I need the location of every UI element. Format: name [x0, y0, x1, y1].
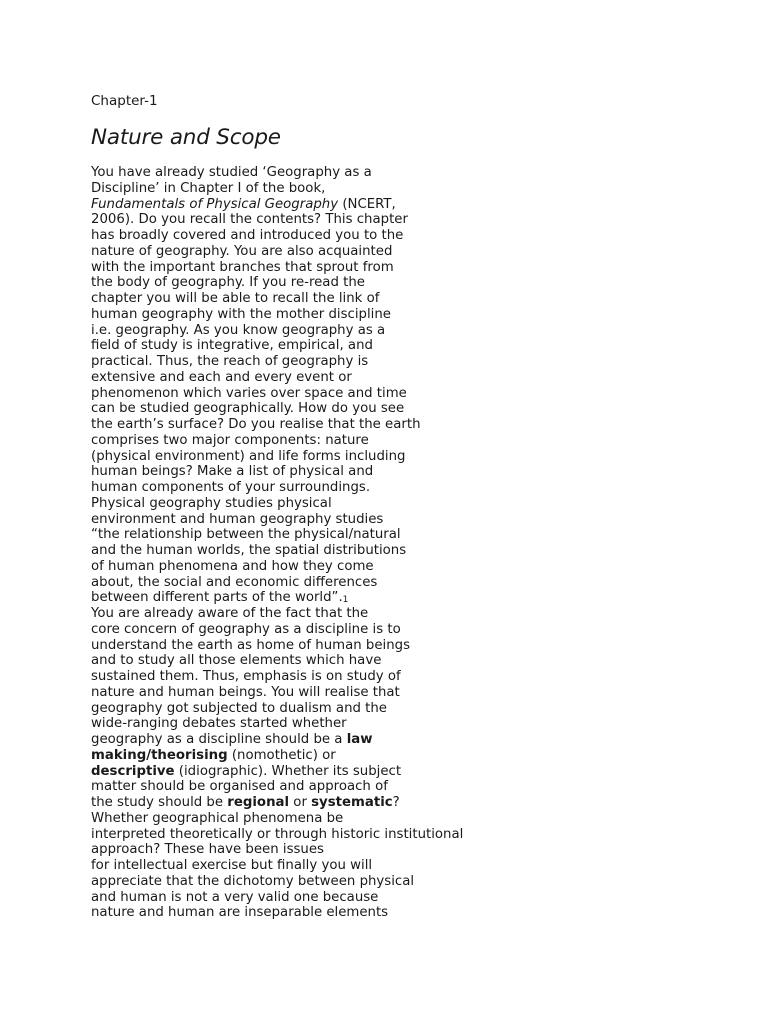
- text-line: [91, 512, 751, 528]
- text-run: practical. Thus, the reach of geography is: [91, 354, 369, 369]
- text-line: [91, 701, 751, 717]
- text-run: for intellectual exercise but finally you will: [91, 858, 373, 873]
- text-run: Whether geographical phenomena be: [91, 810, 344, 826]
- text-run: and the human worlds, the spatial distributions: [91, 543, 407, 558]
- text-line: [91, 244, 751, 260]
- italic-text: Fundamentals of Physical Geography: [91, 196, 339, 212]
- text-run: with the important branches that sprout from: [91, 259, 394, 275]
- text-run: You have already studied ‘Geography as a: [91, 165, 372, 180]
- text-line: [91, 590, 751, 606]
- text-run: field of study is integrative, empirical, and: [91, 338, 373, 354]
- chapter-title: Nature and Scope: [91, 125, 281, 150]
- text-line: [91, 275, 751, 291]
- text-line: [91, 197, 751, 213]
- text-line: [91, 543, 751, 559]
- text-line: [91, 748, 751, 764]
- text-run: appreciate that the dichotomy between physical: [91, 873, 415, 889]
- text-line: [91, 401, 751, 417]
- text-run: matter should be organised and approach of: [91, 779, 388, 795]
- chapter-label: Chapter-1: [91, 93, 158, 109]
- text-run: between different parts of the world”.: [91, 590, 343, 606]
- text-line: [91, 827, 751, 843]
- text-run: nature and human beings. You will realise that: [91, 684, 400, 700]
- bold-term: regional: [227, 795, 290, 810]
- body-text: [91, 165, 751, 921]
- text-line: [91, 165, 751, 181]
- text-run: nature of geography. You are also acquainted: [91, 243, 393, 259]
- text-run: core concern of geography as a discipline is to: [91, 621, 401, 637]
- bold-term: systematic: [311, 795, 393, 810]
- text-run: ?: [392, 795, 400, 810]
- text-run: chapter you will be able to recall the link of: [91, 291, 380, 306]
- text-line: [91, 307, 751, 323]
- document-page: [91, 92, 751, 921]
- text-line: [91, 622, 751, 638]
- text-run: human geography with the mother discipline: [91, 306, 391, 322]
- text-run: interpreted theoretically or through historic institutional: [91, 826, 464, 842]
- text-run: You are already aware of the fact that the: [91, 606, 369, 621]
- text-line: [91, 685, 751, 701]
- text-run: and to study all those elements which have: [91, 653, 382, 669]
- text-line: [91, 858, 751, 874]
- text-line: [91, 874, 751, 890]
- text-run: i.e. geography. As you know geography as a: [91, 322, 386, 338]
- text-run: nature and human are inseparable elements: [91, 905, 389, 921]
- text-line: [91, 764, 751, 780]
- text-run: approach? These have been issues: [91, 842, 324, 858]
- text-line: [91, 716, 751, 732]
- text-line: [91, 606, 751, 622]
- text-run: comprises two major components: nature: [91, 432, 369, 448]
- text-line: [91, 527, 751, 543]
- text-line: [91, 291, 751, 307]
- text-run: sustained them. Thus, emphasis is on study of: [91, 669, 401, 684]
- text-line: [91, 260, 751, 276]
- text-run: Physical geography studies physical: [91, 495, 332, 511]
- text-run: extensive and each and every event or: [91, 369, 352, 385]
- text-line: [91, 480, 751, 496]
- text-line: [91, 323, 751, 339]
- text-line: [91, 890, 751, 906]
- text-run: (NCERT,: [338, 196, 396, 212]
- text-run: 2006). Do you recall the contents? This chapter: [91, 212, 408, 228]
- footnote-marker: 1: [342, 595, 349, 606]
- text-run: the body of geography. If you re-read the: [91, 275, 365, 291]
- text-run: the earth’s surface? Do you realise that the earth: [91, 417, 421, 432]
- bold-term: making/theorising: [91, 747, 228, 763]
- text-line: [91, 449, 751, 465]
- text-line: [91, 181, 751, 197]
- text-run: has broadly covered and introduced you to the: [91, 228, 404, 243]
- text-line: [91, 228, 751, 244]
- text-line: [91, 417, 751, 433]
- text-run: wide-ranging debates started whether: [91, 716, 347, 732]
- text-line: [91, 354, 751, 370]
- text-run: phenomenon which varies over space and time: [91, 385, 407, 401]
- text-run: (physical environment) and life forms including: [91, 448, 406, 464]
- text-run: can be studied geographically. How do you see: [91, 401, 405, 417]
- text-line: [91, 732, 751, 748]
- text-run: human components of your surroundings.: [91, 480, 371, 495]
- text-line: [91, 433, 751, 449]
- text-run: (idiographic). Whether its subject: [174, 763, 402, 779]
- text-line: [91, 653, 751, 669]
- text-line: [91, 575, 751, 591]
- text-line: [91, 638, 751, 654]
- text-line: [91, 559, 751, 575]
- text-run: of human phenomena and how they come: [91, 558, 374, 574]
- text-run: geography got subjected to dualism and the: [91, 700, 387, 716]
- text-line: [91, 464, 751, 480]
- text-line: [91, 795, 751, 811]
- bold-term: descriptive: [91, 763, 175, 779]
- text-line: [91, 811, 751, 827]
- text-run: Discipline’ in Chapter I of the book,: [91, 180, 326, 196]
- bold-term: law: [346, 732, 373, 747]
- text-run: environment and human geography studies: [91, 511, 384, 527]
- text-run: “the relationship between the physical/natural: [91, 527, 401, 543]
- text-run: geography as a discipline should be a: [91, 732, 347, 747]
- text-run: about, the social and economic differences: [91, 574, 378, 590]
- text-line: [91, 669, 751, 685]
- text-run: human beings? Make a list of physical and: [91, 464, 374, 480]
- text-run: or: [289, 795, 312, 810]
- text-run: (nomothetic) or: [227, 747, 336, 763]
- text-run: and human is not a very valid one because: [91, 889, 379, 905]
- text-line: [91, 338, 751, 354]
- text-line: [91, 370, 751, 386]
- text-run: the study should be: [91, 795, 228, 810]
- text-line: [91, 779, 751, 795]
- text-line: [91, 496, 751, 512]
- text-line: [91, 905, 751, 921]
- text-line: [91, 212, 751, 228]
- text-run: understand the earth as home of human beings: [91, 637, 411, 653]
- text-line: [91, 386, 751, 402]
- text-line: [91, 842, 751, 858]
